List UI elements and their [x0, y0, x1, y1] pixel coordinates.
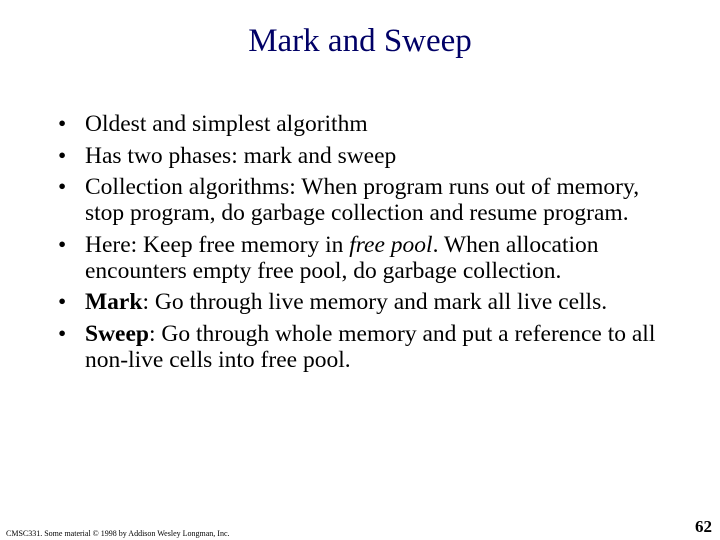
bullet-dot-icon: •	[58, 320, 67, 347]
bullet-text	[85, 232, 599, 284]
bullet-text	[85, 174, 639, 226]
text-run: : Go through live memory and mark all live cells.	[142, 289, 608, 315]
text-run: Oldest and simplest algorithm	[85, 111, 368, 137]
bold-text-run: Sweep	[85, 320, 149, 347]
bullet-item	[58, 289, 678, 315]
slide-title: Mark and Sweep	[248, 23, 472, 59]
bullet-dot-icon: •	[58, 231, 67, 258]
bullet-dot-icon: •	[58, 174, 67, 200]
bullet-item	[58, 174, 678, 226]
footer-copyright: CMSC331. Some material © 1998 by Addison Wesley Longman, Inc.	[6, 529, 230, 538]
bold-text-run: Mark	[85, 289, 143, 315]
page-number: 62	[695, 517, 712, 536]
bullet-list	[58, 111, 678, 378]
bullet-item	[58, 111, 678, 137]
text-run: : Go through whole memory and put a reference to all non-live cells into free pool.	[85, 320, 656, 373]
bullet-text	[85, 321, 655, 373]
bullet-item	[58, 321, 678, 373]
italic-text-run: free pool	[349, 231, 433, 258]
bullet-dot-icon: •	[58, 142, 67, 169]
text-run: Has two phases: mark and sweep	[85, 142, 397, 169]
bullet-item	[58, 232, 678, 284]
text-run: Here: Keep free memory in	[85, 231, 350, 258]
text-run: Collection algorithms: When program runs out of memory, stop program, do garbage collection and resume program.	[85, 174, 640, 226]
bullet-item	[58, 143, 678, 169]
bullet-text	[85, 289, 607, 315]
bullet-text	[85, 111, 368, 137]
bullet-dot-icon: •	[58, 289, 67, 315]
bullet-text	[85, 143, 396, 169]
text-run: . When allocation encounters empty free pool, do garbage collection.	[85, 231, 599, 284]
bullet-dot-icon: •	[58, 111, 67, 137]
